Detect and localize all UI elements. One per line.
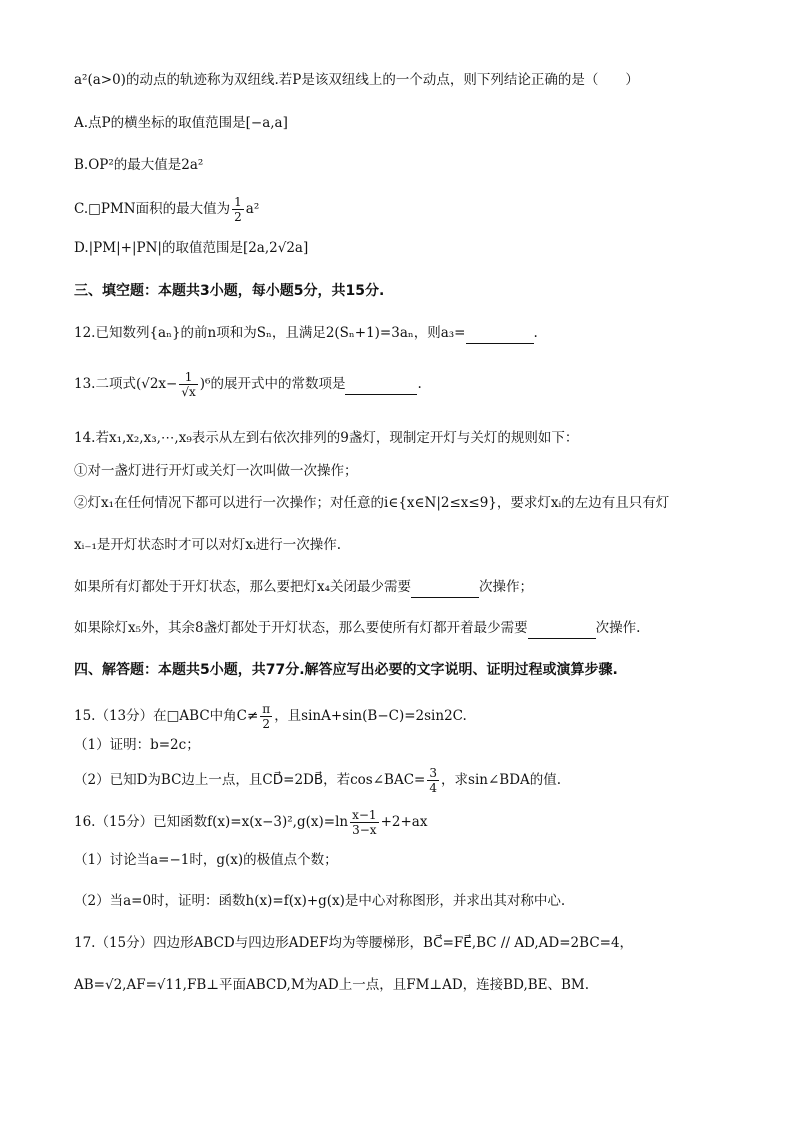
text: （2）已知D为BC边上一点，且CD⃗=2DB⃗，若cos∠BAC= (74, 772, 426, 788)
text: 次操作. (595, 620, 641, 636)
text: a²(a>0)的动点的轨迹称为双纽线.若P是该双纽线上的一个动点，则下列结论正确的是（ ） (74, 72, 639, 88)
question-14-part-1 (74, 577, 754, 598)
text: （1）讨论当a=−1时，g(x)的极值点个数； (74, 852, 338, 868)
question-13 (74, 370, 754, 399)
answer-blank (345, 374, 417, 395)
text: A.点P的横坐标的取值范围是[−a,a] (74, 115, 288, 131)
question-17-stem-cont (74, 975, 754, 995)
question-14-rule-1 (74, 461, 754, 481)
denominator: 2 (234, 210, 242, 224)
denominator: √x (181, 385, 196, 399)
text: 四、解答题：本题共5小题，共77分.解答应写出必要的文字说明、证明过程或演算步骤. (74, 662, 618, 678)
option-d (74, 238, 754, 258)
text: 如果所有灯都处于开灯状态，那么要把灯x₄关闭最少需要 (74, 579, 412, 595)
question-14-stem (74, 428, 754, 448)
text: xᵢ₋₁是开灯状态时才可以对灯xᵢ进行一次操作. (74, 537, 341, 553)
text: 15.（13分）在□ABC中角C≠ (74, 708, 259, 724)
text: C.□PMN面积的最大值为 (74, 201, 231, 217)
section-heading-solutions (74, 660, 754, 680)
answer-blank (466, 323, 534, 344)
text: D.|PM|+|PN|的取值范围是[2a,2√2a] (74, 240, 309, 256)
question-12 (74, 323, 754, 344)
text: 三、填空题：本题共3小题，每小题5分，共15分. (74, 283, 385, 299)
text: . (417, 376, 422, 392)
question-15-part-1 (74, 735, 754, 755)
question-14-part-2 (74, 618, 754, 639)
fraction-half (232, 195, 244, 224)
numerator: 1 (234, 195, 242, 209)
text: +2+ax (380, 814, 428, 830)
numerator: x−1 (352, 808, 377, 822)
numerator: 3 (429, 766, 438, 780)
denominator: 2 (262, 717, 271, 731)
text: 12.已知数列{aₙ}的前n项和为Sₙ，且满足2(Sₙ+1)=3aₙ，则a₃= (74, 325, 466, 341)
text: . (533, 325, 538, 341)
text: 16.（15分）已知函数f(x)=x(x−3)²,g(x)=ln (74, 814, 349, 830)
text: AB=√2,AF=√11,FB⊥平面ABCD,M为AD上一点，且FM⊥AD，连接BD,BE、BM. (74, 977, 590, 993)
option-c (74, 195, 754, 224)
text: B.OP²的最大值是2a² (74, 157, 204, 173)
question-16-part-2 (74, 891, 754, 911)
fraction-ln-argument (350, 808, 378, 837)
text: 如果除灯x₅外，其余8盏灯都处于开灯状态，那么要使所有灯都开着最少需要 (74, 620, 528, 636)
text: a² (245, 201, 260, 217)
option-b (74, 155, 754, 175)
numerator: π (262, 702, 271, 716)
text: ，求sin∠BDA的值. (441, 772, 562, 788)
numerator: 1 (179, 370, 197, 385)
question-15-stem (74, 702, 754, 731)
question-11-stem (74, 70, 754, 90)
fraction-pi-half (260, 702, 272, 731)
option-a (74, 113, 754, 133)
question-14-rule-2-cont (74, 535, 754, 555)
question-16-part-1 (74, 850, 754, 870)
answer-blank (528, 618, 596, 639)
text: （1）证明：b=2c； (74, 737, 200, 753)
fraction-three-quarters (427, 766, 439, 795)
text: )⁶的展开式中的常数项是 (199, 376, 346, 392)
text: ②灯x₁在任何情况下都可以进行一次操作；对任意的i∈{x∈N|2≤x≤9}，要求灯xᵢ的左边有且只有灯 (74, 495, 670, 511)
text: 14.若x₁,x₂,x₃,⋯,x₉表示从左到右依次排列的9盏灯，现制定开灯与关灯的规则如下： (74, 430, 579, 446)
answer-blank (411, 577, 479, 598)
text: ，且sinA+sin(B−C)=2sin2C. (274, 708, 467, 724)
question-16-stem (74, 808, 754, 837)
text: 13.二项式(√2x− (74, 376, 178, 392)
text: 次操作； (479, 579, 534, 595)
question-15-part-2 (74, 766, 754, 795)
section-heading-fill-in (74, 281, 754, 301)
question-17-stem (74, 933, 754, 953)
text: （2）当a=0时，证明：函数h(x)=f(x)+g(x)是中心对称图形，并求出其对称中心. (74, 893, 566, 909)
text: ①对一盏灯进行开灯或关灯一次叫做一次操作； (74, 463, 358, 479)
question-14-rule-2 (74, 493, 754, 513)
text: 17.（15分）四边形ABCD与四边形ADEF均为等腰梯形，BC⃗=FE⃗,BC // AD,AD=2BC=4， (74, 935, 634, 951)
fraction-inv-sqrt-x (179, 370, 197, 399)
denominator: 3−x (352, 823, 377, 837)
denominator: 4 (429, 781, 438, 795)
